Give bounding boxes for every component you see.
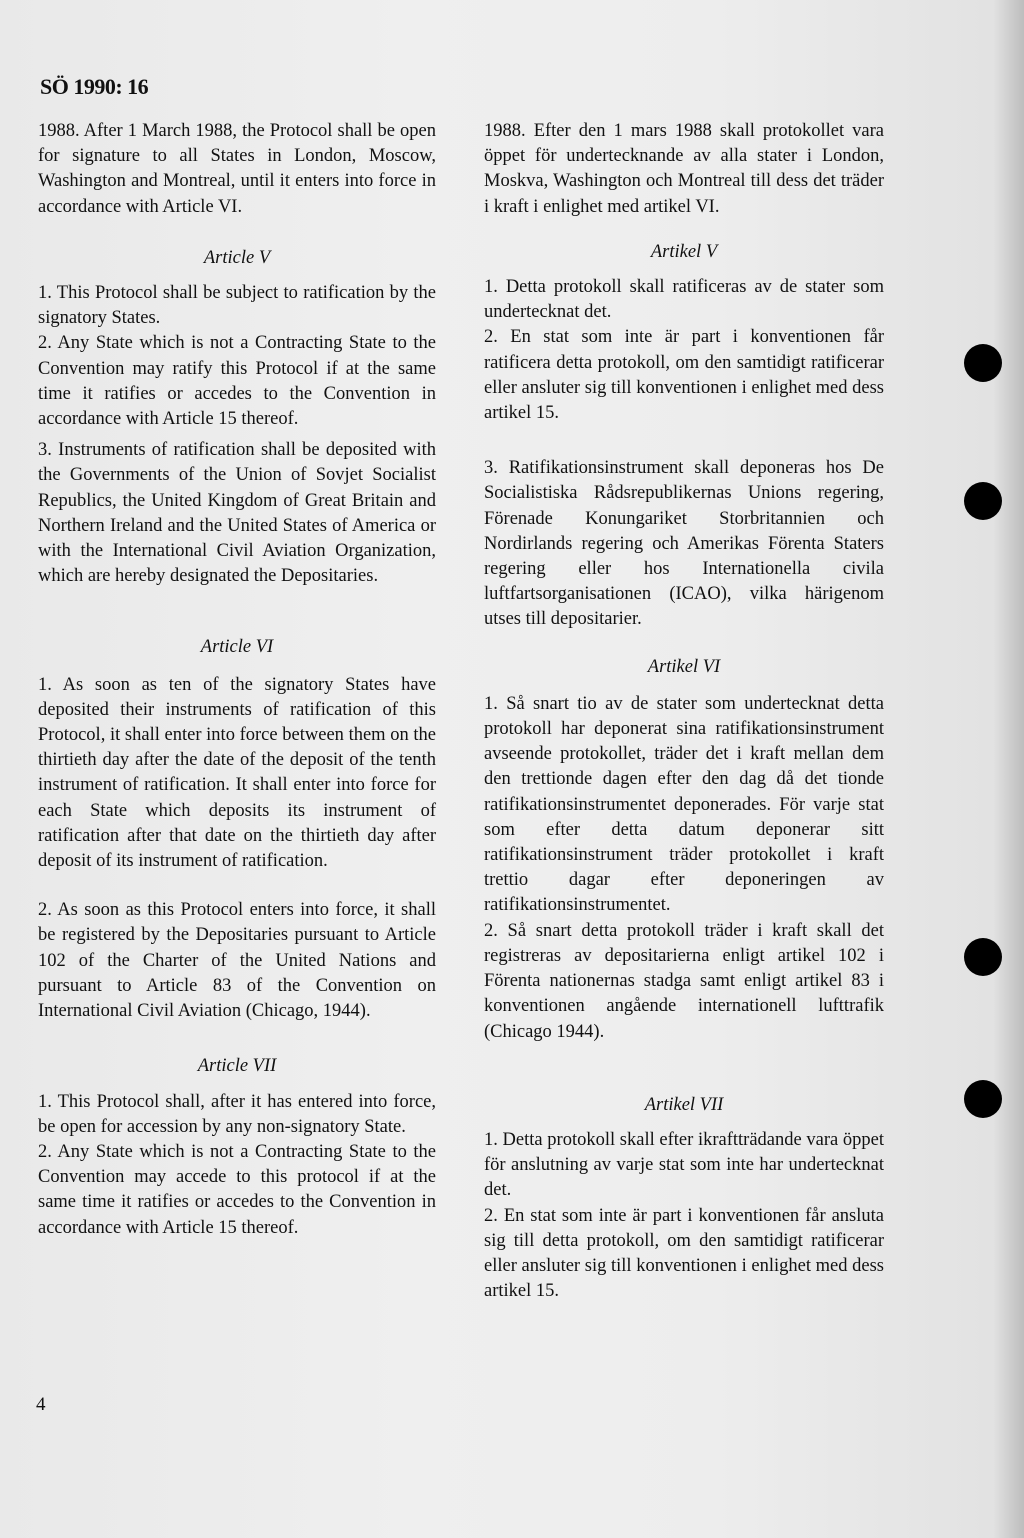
article-5-para-3: 3. Instruments of ratification shall be deposited with the Governments of the Union of Sovjet Socialist Republics, the United Kingdom of Great Britain and Northern Ireland and the United States of America or with the International Civil Aviation Organization, which are hereby designated the Depositaries. [38,440,436,587]
article-5-para-2: 2. En stat som inte är part i konventionen får ratificera detta protokoll, om den samtidigt ratificerar eller ansluter sig till konventionen i enlighet med dess artikel 15. [484,327,884,424]
article-5-para-3: 3. Ratifikationsinstrument skall deponeras hos De Socialistiska Rådsrepublikernas Unions regering, Förenade Konungariket Storbritannien och Nordirlands regering och Amerikas Förenta Staters regering eller hos Internationella civila luftfartsorganisationen (ICAO), vilka härigenom utses till depositarier. [484,458,884,630]
punch-hole [964,938,1002,976]
punch-hole [964,344,1002,382]
article-5-para-1: 1. This Protocol shall be subject to ratification by the signatory States. [38,283,436,329]
article-5-para-2: 2. Any State which is not a Contracting State to the Convention may ratify this Protocol if at the same time it ratifies or accedes to the Convention in accordance with Article 15 thereof. [38,333,436,430]
article-7-para-2: 2. Any State which is not a Contracting State to the Convention may accede to this protocol if at the same time it ratifies or accedes to the Convention in accordance with Article 15 thereof. [38,1141,436,1238]
article-7-heading: Artikel VII [644,1094,724,1115]
article-5-para-1: 1. Detta protokoll skall ratificeras av de stater som undertecknat det. [484,277,884,323]
article-6-heading: Artikel VI [647,656,721,677]
intro-paragraph: 1988. Efter den 1 mars 1988 skall protokollet vara öppet för undertecknande av alla stater i London, Moskva, Washington och Montreal till dess det träder i kraft i enlighet med artikel VI. [484,121,884,217]
article-5-heading: Article V [203,247,271,268]
article-5-heading: Artikel V [650,241,718,262]
page-number: 4 [36,1394,46,1415]
article-6-para-1: 1. Så snart tio av de stater som undertecknat detta protokoll har deponerat sina ratifikationsinstrument avseende protokollet, träder det i kraft mellan dem den trettionde dagen efter den dag då det tionde ratifikationsinstrumentet deponerades. För varje stat som efter detta datum deponerar sitt ratifikationsinstrument träder protokollet i kraft trettio dagar efter deponeringen av ratifikationsinstrumentet. [484,693,884,916]
article-6-para-2: 2. As soon as this Protocol enters into force, it shall be registered by the Depositaries pursuant to Article 102 of the Charter of the United Nations and pursuant to Article 83 of the Convention on International Civil Aviation (Chicago, 1944). [38,900,436,1022]
article-6-para-1: 1. As soon as ten of the signatory States have deposited their instruments of ratification of this Protocol, it shall enter into force between them on the thirtieth day after the date of the deposit of the tenth instrument of ratification. It shall enter into force for each State which deposits its instrument of ratification after that date on the thirtieth day after deposit of its instrument of ratification. [38,674,436,872]
article-7-heading: Article VII [197,1056,277,1077]
english-column [38,119,436,1241]
article-7-para-1: 1. Detta protokoll skall efter ikraftträdande vara öppet för anslutning av varje stat som inte har undertecknat det. [484,1129,884,1201]
article-7-para-2: 2. En stat som inte är part i konventionen får ansluta sig till detta protokoll, om den samtidigt ratificerar eller ansluter sig till konventionen i enlighet med dess artikel 15. [484,1205,884,1302]
intro-paragraph: 1988. After 1 March 1988, the Protocol shall be open for signature to all States in London, Moscow, Washington and Montreal, until it enters into force in accordance with Article VI. [38,121,436,217]
article-6-heading: Article VI [200,637,274,658]
article-6-para-2: 2. Så snart detta protokoll träder i kraft skall det registreras av depositarierna enligt artikel 102 i Förenta nationernas stadga samt enligt artikel 83 i konventionen angående internationell lufttrafik (Chicago 1944). [484,920,884,1042]
page-id: SÖ 1990: 16 [40,74,149,99]
article-7-para-1: 1. This Protocol shall, after it has entered into force, be open for accession by any non-signatory State. [38,1091,436,1137]
punch-hole [964,1080,1002,1118]
punch-hole [964,482,1002,520]
swedish-column [484,119,884,1304]
